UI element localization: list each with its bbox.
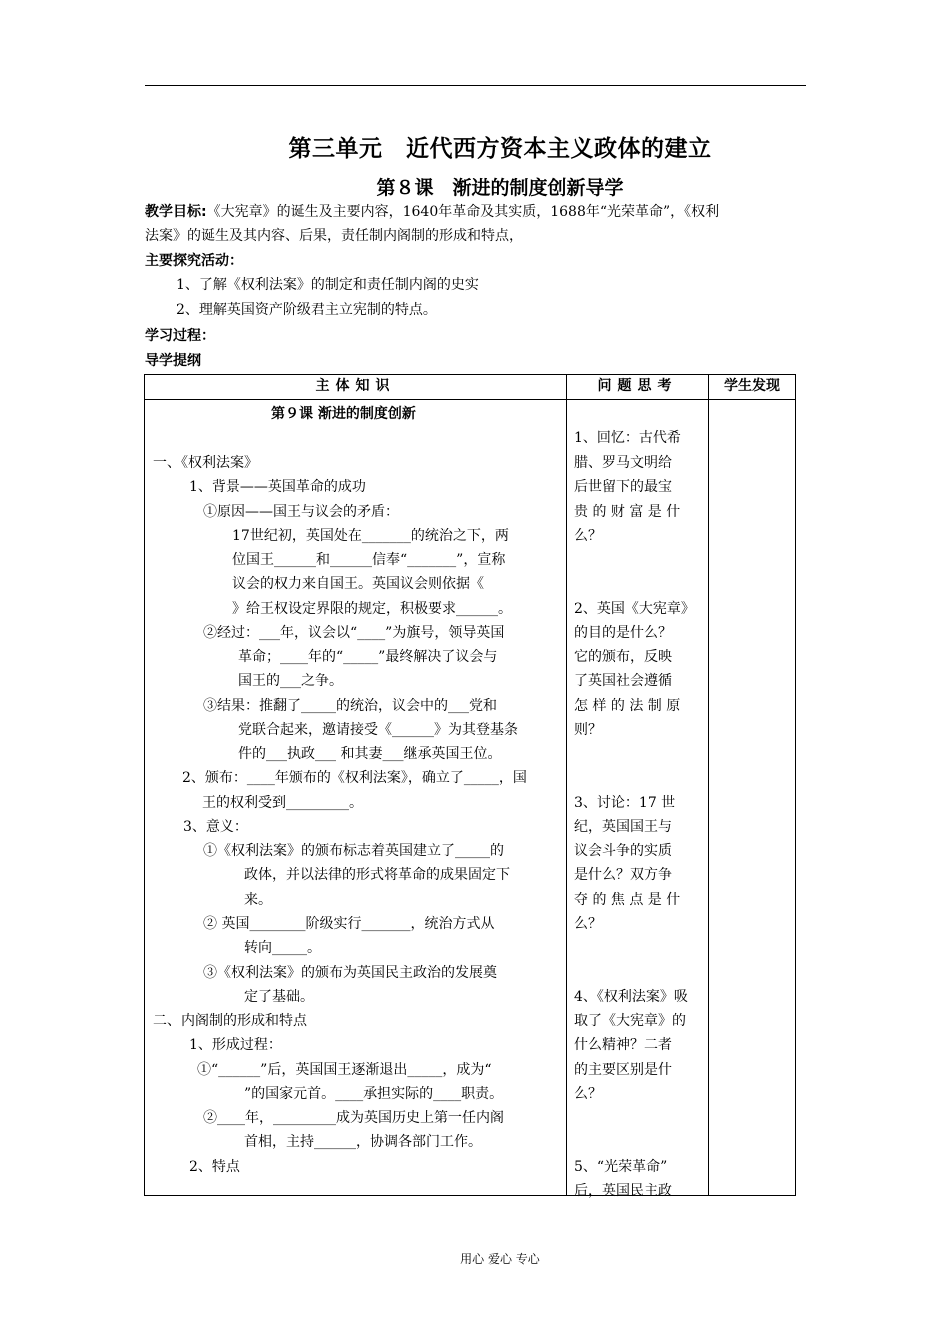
question-line: 则？ [574, 722, 602, 738]
question-line: 贵 的 财 富 是 什 [574, 504, 681, 520]
main-line: ①“______”后，英国国王逐渐退出_____，成为“ [197, 1062, 492, 1078]
question-line: 3、讨论：17 世 [574, 795, 676, 811]
question-line: 了英国社会遵循 [574, 673, 672, 689]
question-line: 什么精神？二者 [574, 1037, 672, 1053]
header-rule [145, 85, 806, 86]
main-line: 2、特点 [189, 1159, 240, 1175]
main-line: ①《权利法案》的颁布标志着英国建立了_____的 [203, 843, 504, 859]
question-line: 夺 的 焦 点 是 什 [574, 892, 681, 908]
main-line: 件的___执政___ 和其妻___继承英国王位。 [238, 746, 502, 762]
main-line: ②经过：___年，议会以“____”为旗号，领导英国 [203, 625, 505, 641]
question-line: 议会斗争的实质 [574, 843, 672, 859]
header-main-knowledge: 主体知识 [145, 375, 567, 400]
main-knowledge-cell [145, 400, 567, 1196]
activity-item-2: 2、理解英国资产阶级君主立宪制的特点。 [176, 302, 437, 318]
main-line: 党联合起来，邀请接受《______》为其登基条 [238, 722, 518, 738]
question-line: 2、英国《大宪章》 [574, 601, 695, 617]
question-line: 它的颁布，反映 [574, 649, 672, 665]
main-line: 来。 [244, 892, 272, 908]
main-line: ③《权利法案》的颁布为英国民主政治的发展奠 [203, 965, 497, 981]
activity-item-1: 1、了解《权利法案》的制定和责任制内阁的史实 [176, 277, 479, 293]
objectives-line-2: 法案》的诞生及其内容、后果，责任制内阁制的形成和特点， [145, 228, 523, 244]
main-line: 17世纪初，英国处在_______的统治之下，两 [232, 528, 509, 544]
question-line: 腊、罗马文明给 [574, 455, 672, 471]
table-header-row [145, 375, 796, 400]
question-line: 取了《大宪章》的 [574, 1013, 686, 1029]
question-line: 么？ [574, 1086, 602, 1102]
main-line: ③结果：推翻了_____的统治，议会中的___党和 [203, 698, 497, 714]
header-student-findings: 学生发现 [709, 375, 796, 400]
question-cell [567, 400, 709, 1199]
objectives-label: 教学目标: [145, 204, 207, 220]
main-line: 》给王权设定界限的规定，积极要求______。 [232, 601, 512, 617]
question-line: 怎 样 的 法 制 原 [574, 698, 681, 714]
main-line: 定了基础。 [244, 989, 314, 1005]
activities-label: 主要探究活动： [145, 253, 243, 269]
question-line: 的目的是什么？ [574, 625, 672, 641]
question-line: 么？ [574, 528, 602, 544]
main-line: 1、形成过程： [189, 1037, 282, 1053]
lesson-title: 第８课 渐进的制度创新导学 [376, 177, 624, 199]
objectives-text-1: 《大宪章》的诞生及主要内容，1640年革命及其实质，1688年“光荣革命”，《权利 [206, 204, 720, 220]
main-line: 首相，主持______，协调各部门工作。 [244, 1134, 482, 1150]
question-line: 5、“光荣革命” [574, 1159, 668, 1175]
main-line: ②____年，_________成为英国历史上第一任内阁 [203, 1110, 504, 1126]
outline-table [144, 374, 796, 1199]
header-question: 问题思考 [567, 375, 709, 400]
main-line: ①原因——国王与议会的矛盾： [203, 504, 399, 520]
question-line: 1、回忆：古代希 [574, 430, 681, 446]
main-line: 一、《权利法案》 [153, 455, 258, 471]
main-line: 二、内阁制的形成和特点 [153, 1013, 307, 1029]
question-line: 后，英国民主政 [574, 1183, 672, 1199]
student-findings-cell [709, 400, 796, 1196]
question-line: 的主要区别是什 [574, 1062, 672, 1078]
question-line: 是什么？双方争 [574, 867, 672, 883]
process-label: 学习过程： [145, 328, 215, 344]
page-footer: 用心 爱心 专心 [460, 1252, 540, 1266]
table-body-row [145, 400, 796, 1196]
main-line: 3、意义： [183, 819, 248, 835]
main-line: ”的国家元首。____承担实际的____职责。 [244, 1086, 504, 1102]
question-line: 纪，英国国王与 [574, 819, 672, 835]
lesson-heading: 第９课 渐进的制度创新 [271, 406, 416, 422]
question-line: 么？ [574, 916, 602, 932]
unit-title: 第三单元 近代西方资本主义政体的建立 [288, 136, 712, 162]
main-line: 2、颁布：____年颁布的《权利法案》，确立了_____，国 [182, 770, 527, 786]
main-line: 国王的___之争。 [238, 673, 343, 689]
main-line: 1、背景——英国革命的成功 [189, 479, 366, 495]
question-line: 后世留下的最宝 [574, 479, 672, 495]
objectives-line-1 [145, 200, 719, 224]
main-line: 位国王______和______信奉“_______”，宣称 [232, 552, 506, 568]
main-line: 王的权利受到_________。 [202, 795, 363, 811]
main-line: 议会的权力来自国王。英国议会则依据《 [232, 576, 484, 592]
main-line: ② 英国________阶级实行_______，统治方式从 [203, 916, 495, 932]
main-line: 转向_____。 [244, 940, 321, 956]
outline-label: 导学提纲 [145, 353, 201, 369]
question-line: 4、《权利法案》吸 [574, 989, 688, 1005]
main-line: 政体，并以法律的形式将革命的成果固定下 [244, 867, 510, 883]
main-line: 革命；____年的“_____”最终解决了议会与 [238, 649, 498, 665]
